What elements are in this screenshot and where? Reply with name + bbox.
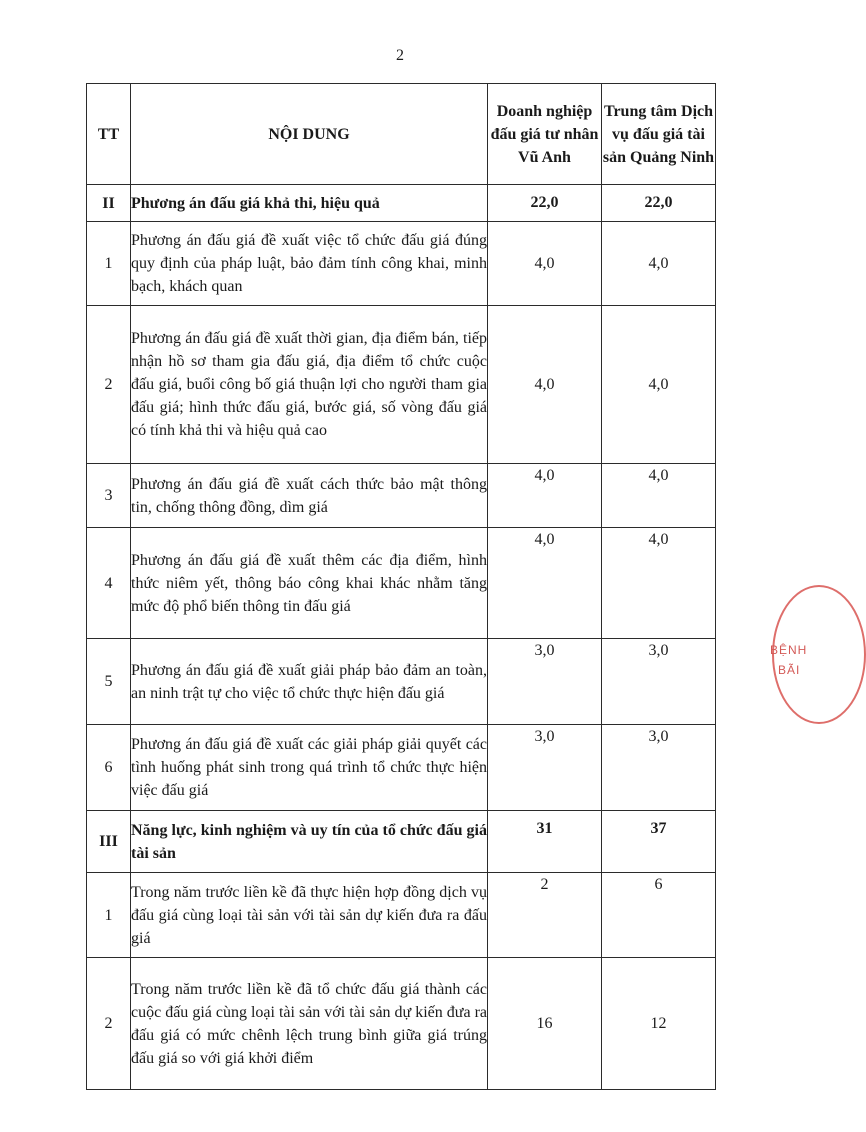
table-row	[87, 528, 716, 639]
row-content: Phương án đấu giá đề xuất cách thức bảo mật thông tin, chống thông đồng, dìm giá	[131, 464, 488, 528]
stamp-text-2: BÃI	[778, 663, 801, 677]
table-row	[87, 958, 716, 1090]
row-score-org2: 12	[602, 958, 716, 1090]
row-content: Trong năm trước liền kề đã thực hiện hợp đồng dịch vụ đấu giá cùng loại tài sản với tài sản dự kiến đưa ra đấu giá	[131, 873, 488, 958]
row-tt: 5	[87, 639, 131, 725]
row-content: Phương án đấu giá đề xuất các giải pháp giải quyết các tình huống phát sinh trong quá trình tổ chức thực hiện việc đấu giá	[131, 725, 488, 811]
stamp-text-1: BỆNH	[770, 643, 808, 657]
table-row	[87, 306, 716, 464]
table-row	[87, 222, 716, 306]
row-score-org2: 3,0	[602, 725, 716, 811]
header-content: NỘI DUNG	[131, 84, 488, 185]
row-score-org2: 6	[602, 873, 716, 958]
row-score-org1: 4,0	[488, 306, 602, 464]
row-tt: 3	[87, 464, 131, 528]
row-score-org1: 2	[488, 873, 602, 958]
table-row	[87, 725, 716, 811]
table-row	[87, 639, 716, 725]
table-row	[87, 873, 716, 958]
scoring-table	[86, 83, 716, 1090]
row-score-org2: 4,0	[602, 528, 716, 639]
table-row	[87, 464, 716, 528]
row-score-org2: 4,0	[602, 306, 716, 464]
row-content: Phương án đấu giá đề xuất thời gian, địa điểm bán, tiếp nhận hồ sơ tham gia đấu giá, địa điểm tổ chức cuộc đấu giá, buổi công bố giá thuận lợi cho người tham gia đấu giá; hình thức đấu giá, bước giá, số vòng đấu giá có tính khả thi và hiệu quả cao	[131, 306, 488, 464]
section-tt: II	[87, 185, 131, 222]
page-number: 2	[396, 47, 404, 64]
table-header-row	[87, 84, 716, 185]
row-score-org2: 3,0	[602, 639, 716, 725]
row-tt: 6	[87, 725, 131, 811]
section-title: Năng lực, kinh nghiệm và uy tín của tổ chức đấu giá tài sản	[131, 811, 488, 873]
header-tt: TT	[87, 84, 131, 185]
section-score-org1: 22,0	[488, 185, 602, 222]
row-tt: 2	[87, 306, 131, 464]
row-score-org1: 4,0	[488, 528, 602, 639]
section-score-org1: 31	[488, 811, 602, 873]
row-score-org1: 3,0	[488, 639, 602, 725]
section-row	[87, 811, 716, 873]
row-content: Phương án đấu giá đề xuất việc tổ chức đấu giá đúng quy định của pháp luật, bảo đảm tính công khai, minh bạch, khách quan	[131, 222, 488, 306]
section-score-org2: 37	[602, 811, 716, 873]
row-score-org2: 4,0	[602, 464, 716, 528]
row-tt: 1	[87, 222, 131, 306]
row-score-org1: 4,0	[488, 464, 602, 528]
row-score-org1: 4,0	[488, 222, 602, 306]
section-tt: III	[87, 811, 131, 873]
header-org1: Doanh nghiệp đấu giá tư nhân Vũ Anh	[488, 84, 602, 185]
section-score-org2: 22,0	[602, 185, 716, 222]
red-stamp	[756, 585, 816, 725]
section-title: Phương án đấu giá khả thi, hiệu quả	[131, 185, 488, 222]
row-content: Trong năm trước liền kề đã tổ chức đấu giá thành các cuộc đấu giá cùng loại tài sản với tài sản dự kiến đưa ra đấu giá có mức chênh lệch trung bình giữa giá trúng đấu giá so với giá khởi điểm	[131, 958, 488, 1090]
row-score-org1: 16	[488, 958, 602, 1090]
row-score-org1: 3,0	[488, 725, 602, 811]
row-content: Phương án đấu giá đề xuất thêm các địa điểm, hình thức niêm yết, thông báo công khai khác nhằm tăng mức độ phổ biến thông tin đấu giá	[131, 528, 488, 639]
row-content: Phương án đấu giá đề xuất giải pháp bảo đảm an toàn, an ninh trật tự cho việc tổ chức thực hiện đấu giá	[131, 639, 488, 725]
row-tt: 2	[87, 958, 131, 1090]
row-tt: 4	[87, 528, 131, 639]
header-org2: Trung tâm Dịch vụ đấu giá tài sản Quảng Ninh	[602, 84, 716, 185]
row-score-org2: 4,0	[602, 222, 716, 306]
section-row	[87, 185, 716, 222]
row-tt: 1	[87, 873, 131, 958]
